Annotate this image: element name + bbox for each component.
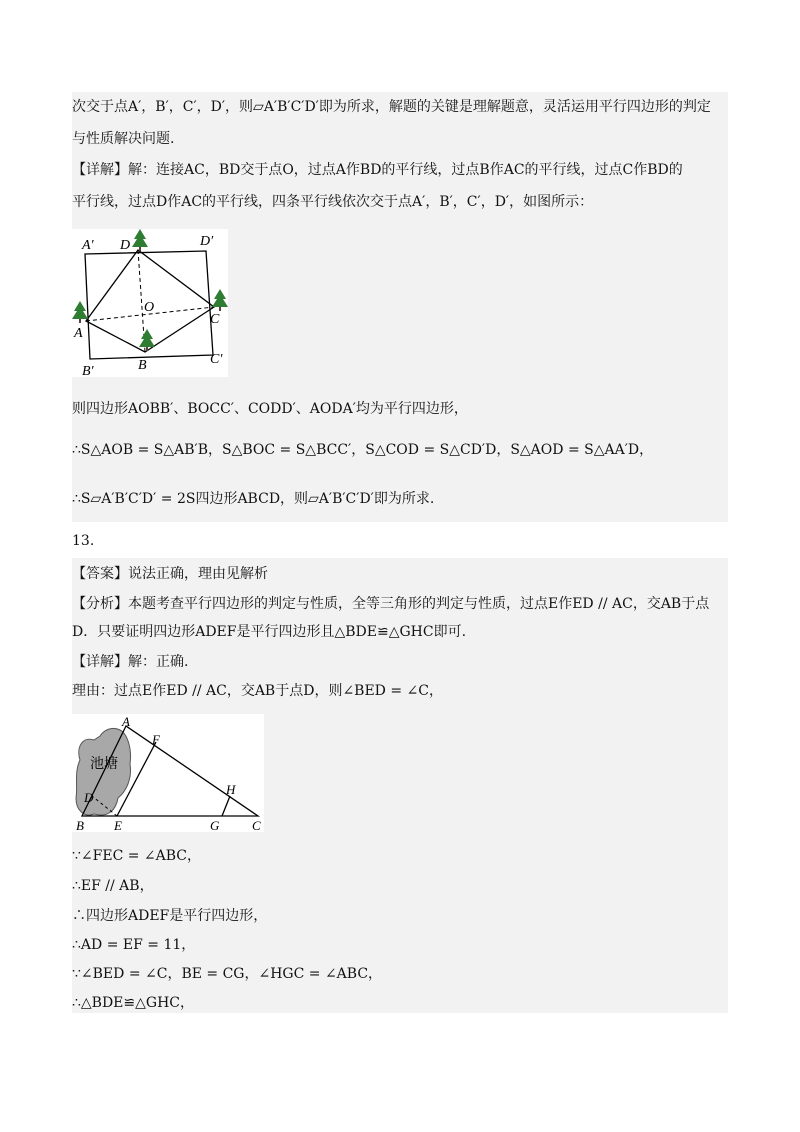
tree-icon <box>132 229 148 251</box>
label-f: F <box>152 732 160 747</box>
text-line: 则四边形AOBB′、BOCC′、CODD′、AODA′均为平行四边形， <box>72 401 468 417</box>
tree-icon <box>72 301 88 323</box>
label-c-prime: C′ <box>210 352 223 367</box>
text-line: 理由：过点E作ED // AC，交AB于点D，则∠BED = ∠C， <box>72 683 443 699</box>
triangle-pond-figure <box>72 714 264 832</box>
text-line: 【答案】说法正确，理由见解析 <box>72 566 268 582</box>
text-line: 平行线，过点D作AC的平行线，四条平行线依次交于点A′，B′，C′，D′，如图所示： <box>72 194 594 210</box>
label-c: C <box>210 312 220 327</box>
label-d: D <box>84 790 94 805</box>
label-o: O <box>144 300 155 315</box>
label-a: A <box>74 326 83 341</box>
text-line: 【详解】解：连接AC，BD交于点O，过点A作BD的平行线，过点B作AC的平行线，过点C作BD的 <box>72 162 683 178</box>
label-h: H <box>226 782 236 797</box>
label-g: G <box>210 818 220 832</box>
label-e: E <box>114 818 122 832</box>
text-line: D．只要证明四边形ADEF是平行四边形且△BDE≌△GHC即可. <box>72 624 467 640</box>
label-b: B <box>138 358 147 373</box>
parallelogram-figure <box>72 229 228 377</box>
text-line: ∴四边形ADEF是平行四边形， <box>72 908 268 924</box>
text-line: ∴EF // AB， <box>72 878 154 894</box>
text-line: ∵∠FEC = ∠ABC， <box>72 848 202 864</box>
text-line: 【详解】解：正确. <box>72 654 189 670</box>
question-number: 13. <box>72 533 95 549</box>
label-a: A <box>122 714 130 729</box>
label-b-prime: B′ <box>82 364 94 377</box>
text-line: ∴S△AOB = S△AB′B，S△BOC = S△BCC′，S△COD = S△CD′D，S△AOD = S△AA′D， <box>72 442 654 458</box>
label-d-prime: D′ <box>200 234 214 249</box>
label-b: B <box>76 818 84 832</box>
text-line: ∵∠BED = ∠C，BE = CG，∠HGC = ∠ABC， <box>72 966 383 982</box>
pond-label: 池塘 <box>90 757 118 772</box>
text-line: 次交于点A′，B′，C′，D′，则▱A′B′C′D′即为所求，解题的关键是理解题意，灵活运用平行四边形的判定 <box>72 99 711 115</box>
label-d: D <box>120 238 131 253</box>
tree-icon <box>212 289 228 311</box>
label-a-prime: A′ <box>82 238 94 253</box>
text-line: 与性质解决问题. <box>72 131 175 147</box>
label-c: C <box>252 818 261 832</box>
text-line: 【分析】本题考查平行四边形的判定与性质，全等三角形的判定与性质，过点E作ED // AC，交AB于点 <box>72 596 710 612</box>
text-line: ∴S▱A′B′C′D′ = 2S四边形ABCD，则▱A′B′C′D′即为所求. <box>72 491 435 507</box>
text-line: ∴△BDE≌△GHC， <box>72 995 195 1011</box>
text-line: ∴AD = EF = 11， <box>72 937 196 953</box>
